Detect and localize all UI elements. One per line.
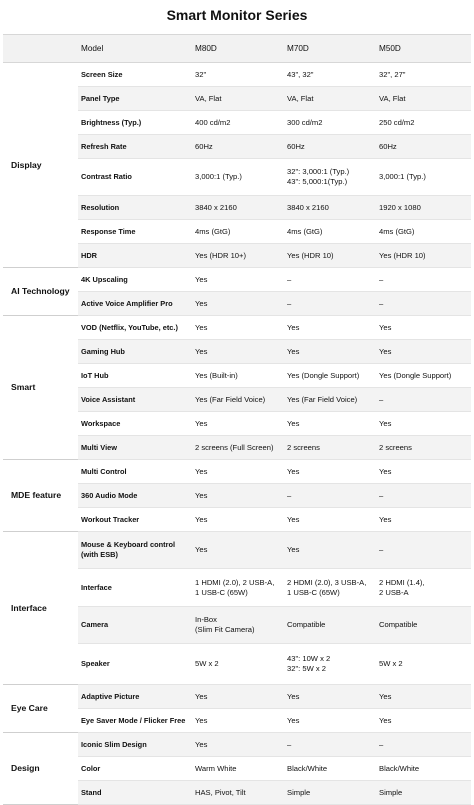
header-m80d: M80D [192, 35, 284, 63]
m70d-value [284, 644, 376, 685]
feature-label: Mouse & Keyboard control (with ESB) [78, 532, 192, 569]
m50d-value: Compatible [376, 607, 471, 644]
m70d-value: Yes (Dongle Support) [284, 364, 376, 388]
m70d-value [284, 569, 376, 607]
m80d-value: Yes [192, 709, 284, 733]
m80d-value: Warm White [192, 757, 284, 781]
m50d-value: 4ms (GtG) [376, 220, 471, 244]
m70d-value: Yes [284, 508, 376, 532]
m50d-value: 32", 27" [376, 63, 471, 87]
m70d-value: Simple [284, 781, 376, 805]
m70d-value: 300 cd/m2 [284, 111, 376, 135]
m50d-value: – [376, 268, 471, 292]
m50d-value: – [376, 292, 471, 316]
m50d-value: Yes [376, 685, 471, 709]
feature-label: HDR [78, 244, 192, 268]
m80d-value: Yes (Far Field Voice) [192, 388, 284, 412]
category-eye-care: Eye Care [3, 685, 78, 733]
m70d-value: – [284, 292, 376, 316]
m70d-value: 2 screens [284, 436, 376, 460]
value-line: (Slim Fit Camera) [195, 625, 255, 634]
m70d-value: 3840 x 2160 [284, 196, 376, 220]
feature-label: 4K Upscaling [78, 268, 192, 292]
value-line: 1 USB-C (65W) [195, 587, 248, 597]
value-line: 2 HDMI (1.4), [379, 577, 425, 587]
feature-label: Color [78, 757, 192, 781]
m50d-value: Yes [376, 316, 471, 340]
feature-label: Speaker [78, 644, 192, 685]
category-smart: Smart [3, 316, 78, 460]
m70d-value: Yes [284, 460, 376, 484]
m50d-value: Simple [376, 781, 471, 805]
feature-label: Interface [78, 569, 192, 607]
header-m50d: M50D [376, 35, 471, 63]
m70d-value: 60Hz [284, 135, 376, 159]
m70d-value: – [284, 484, 376, 508]
category-design: Design [3, 733, 78, 805]
feature-label: 360 Audio Mode [78, 484, 192, 508]
header-model: Model [78, 35, 192, 63]
category-mde-feature: MDE feature [3, 460, 78, 532]
m70d-value: Yes [284, 709, 376, 733]
m70d-value [284, 159, 376, 196]
m70d-value: Yes (HDR 10) [284, 244, 376, 268]
m70d-value: 4ms (GtG) [284, 220, 376, 244]
m80d-value: Yes [192, 412, 284, 436]
value-line: 32": 3,000:1 (Typ.) [287, 167, 350, 176]
feature-label: Response Time [78, 220, 192, 244]
m50d-value: 3,000:1 (Typ.) [376, 159, 471, 196]
m50d-value [376, 569, 471, 607]
m50d-value: Yes [376, 508, 471, 532]
m80d-value: HAS, Pivot, Tilt [192, 781, 284, 805]
m80d-value: Yes [192, 685, 284, 709]
feature-label: IoT Hub [78, 364, 192, 388]
value-line: 1 HDMI (2.0), 2 USB-A, [195, 577, 275, 587]
m50d-value: Yes (HDR 10) [376, 244, 471, 268]
value-line: 32": 5W x 2 [287, 664, 326, 673]
m80d-value: Yes (HDR 10+) [192, 244, 284, 268]
m80d-value [192, 569, 284, 607]
feature-label: Camera [78, 607, 192, 644]
m80d-value: Yes [192, 460, 284, 484]
header-category [3, 35, 78, 63]
m50d-value: Yes [376, 412, 471, 436]
m50d-value: – [376, 484, 471, 508]
m80d-value: 400 cd/m2 [192, 111, 284, 135]
m50d-value: – [376, 733, 471, 757]
value-line: 43": 5,000:1(Typ.) [287, 177, 348, 186]
header-m70d: M70D [284, 35, 376, 63]
m50d-value: Yes [376, 340, 471, 364]
m50d-value: Yes [376, 460, 471, 484]
m80d-value: 3840 x 2160 [192, 196, 284, 220]
feature-label: Multi Control [78, 460, 192, 484]
m80d-value: 32" [192, 63, 284, 87]
m50d-value: Yes [376, 709, 471, 733]
value-line: 2 HDMI (2.0), 3 USB-A, [287, 577, 367, 587]
m50d-value: Black/White [376, 757, 471, 781]
m50d-value: Yes (Dongle Support) [376, 364, 471, 388]
m80d-value: 4ms (GtG) [192, 220, 284, 244]
m70d-value: Yes (Far Field Voice) [284, 388, 376, 412]
m70d-value: VA, Flat [284, 87, 376, 111]
m80d-value: Yes [192, 733, 284, 757]
feature-label: Screen Size [78, 63, 192, 87]
m70d-value: Yes [284, 340, 376, 364]
m80d-value: 60Hz [192, 135, 284, 159]
value-line: 2 USB-A [379, 587, 409, 597]
m80d-value: 3,000:1 (Typ.) [192, 159, 284, 196]
value-line: 43": 10W x 2 [287, 654, 331, 663]
m70d-value: – [284, 268, 376, 292]
m70d-value: 43", 32" [284, 63, 376, 87]
m50d-value: VA, Flat [376, 87, 471, 111]
value-line: 1 USB-C (65W) [287, 587, 340, 597]
spec-table [3, 34, 471, 805]
feature-label: Brightness (Typ.) [78, 111, 192, 135]
feature-label: Workspace [78, 412, 192, 436]
feature-label: Iconic Slim Design [78, 733, 192, 757]
m80d-value: Yes (Built-in) [192, 364, 284, 388]
feature-label: Gaming Hub [78, 340, 192, 364]
m70d-value: Yes [284, 412, 376, 436]
m50d-value: 1920 x 1080 [376, 196, 471, 220]
m80d-value: Yes [192, 508, 284, 532]
m70d-value: – [284, 733, 376, 757]
m70d-value: Compatible [284, 607, 376, 644]
m80d-value: Yes [192, 484, 284, 508]
m70d-value: Yes [284, 316, 376, 340]
m50d-value: 5W x 2 [376, 644, 471, 685]
feature-label: Refresh Rate [78, 135, 192, 159]
m80d-value: VA, Flat [192, 87, 284, 111]
category-interface: Interface [3, 532, 78, 685]
feature-label: Multi View [78, 436, 192, 460]
m50d-value: 250 cd/m2 [376, 111, 471, 135]
feature-label: Resolution [78, 196, 192, 220]
m80d-value: Yes [192, 340, 284, 364]
feature-label: Stand [78, 781, 192, 805]
feature-label: Voice Assistant [78, 388, 192, 412]
feature-label: Active Voice Amplifier Pro [78, 292, 192, 316]
m80d-value [192, 607, 284, 644]
feature-label: Adaptive Picture [78, 685, 192, 709]
m70d-value: Yes [284, 532, 376, 569]
feature-label: VOD (Netflix, YouTube, etc.) [78, 316, 192, 340]
m70d-value: Yes [284, 685, 376, 709]
m80d-value: Yes [192, 292, 284, 316]
table-header-row [3, 35, 471, 63]
m80d-value: 2 screens (Full Screen) [192, 436, 284, 460]
feature-label: Eye Saver Mode / Flicker Free [78, 709, 192, 733]
m70d-value: Black/White [284, 757, 376, 781]
m80d-value: Yes [192, 268, 284, 292]
feature-label: Panel Type [78, 87, 192, 111]
m80d-value: 5W x 2 [192, 644, 284, 685]
m50d-value: 2 screens [376, 436, 471, 460]
m50d-value: – [376, 388, 471, 412]
feature-label: Workout Tracker [78, 508, 192, 532]
feature-label: Contrast Ratio [78, 159, 192, 196]
value-line: In-Box [195, 615, 217, 624]
m50d-value: – [376, 532, 471, 569]
m80d-value: Yes [192, 532, 284, 569]
category-display: Display [3, 63, 78, 268]
page-title: Smart Monitor Series [166, 7, 308, 23]
m80d-value: Yes [192, 316, 284, 340]
category-ai-technology: AI Technology [3, 268, 78, 316]
m50d-value: 60Hz [376, 135, 471, 159]
